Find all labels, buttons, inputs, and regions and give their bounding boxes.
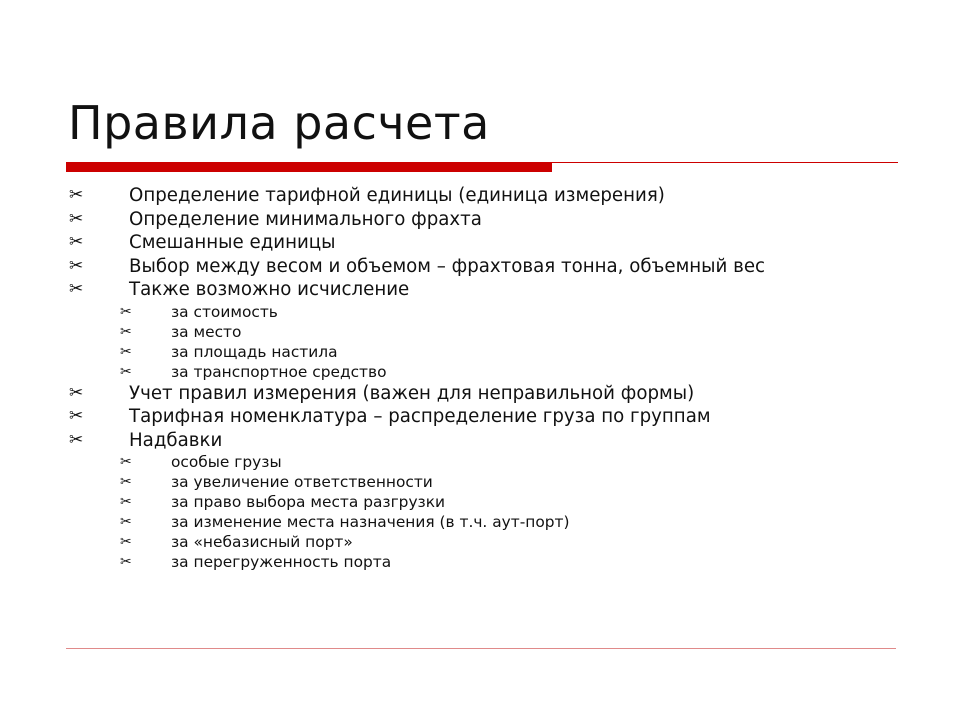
sub-list-item bbox=[66, 322, 906, 342]
list-item bbox=[66, 382, 906, 406]
scissors-icon: ✂ bbox=[69, 279, 84, 299]
scissors-icon: ✂ bbox=[120, 323, 132, 340]
sub-list-item-text: за транспортное средство bbox=[171, 362, 387, 381]
sub-list-item bbox=[66, 362, 906, 382]
sub-list-item bbox=[66, 302, 906, 322]
sub-list-item-text: особые грузы bbox=[171, 453, 282, 471]
list-item-text: Выбор между весом и объемом – фрахтовая тонна, объемный вес bbox=[129, 255, 766, 277]
sub-list-item-text: за увеличение ответственности bbox=[171, 473, 433, 491]
sub-list-item bbox=[66, 512, 906, 532]
scissors-icon: ✂ bbox=[69, 406, 84, 426]
list-item bbox=[66, 184, 906, 208]
list-item bbox=[66, 255, 906, 279]
scissors-icon: ✂ bbox=[69, 429, 84, 450]
footer-divider bbox=[66, 648, 896, 649]
title-underline-thin bbox=[552, 162, 898, 163]
scissors-icon: ✂ bbox=[69, 255, 84, 276]
list-item bbox=[66, 278, 906, 302]
list-item-text: Учет правил измерения (важен для неправильной формы) bbox=[129, 382, 695, 404]
scissors-icon: ✂ bbox=[120, 554, 132, 570]
sub-list-item bbox=[66, 342, 906, 362]
scissors-icon: ✂ bbox=[120, 474, 132, 490]
sub-list-item-text: за «небазисный порт» bbox=[171, 533, 353, 551]
sub-list-item bbox=[66, 532, 906, 552]
title-underline-thick bbox=[66, 162, 552, 172]
list-item-text: Определение минимального фрахта bbox=[129, 208, 482, 230]
scissors-icon: ✂ bbox=[120, 303, 132, 320]
bullet-list bbox=[66, 184, 906, 572]
list-item-text: Определение тарифной единицы (единица измерения) bbox=[129, 185, 665, 206]
list-item-text: Тарифная номенклатура – распределение груза по группам bbox=[129, 406, 711, 427]
scissors-icon: ✂ bbox=[120, 454, 132, 470]
sub-list-item-text: за перегруженность порта bbox=[171, 553, 392, 571]
sub-list-item-text: за право выбора места разгрузки bbox=[171, 493, 446, 511]
sub-list-item bbox=[66, 472, 906, 492]
list-item-text: Надбавки bbox=[129, 429, 223, 451]
list-item-text: Также возможно исчисление bbox=[129, 279, 410, 300]
scissors-icon: ✂ bbox=[120, 494, 132, 510]
scissors-icon: ✂ bbox=[69, 208, 84, 229]
scissors-icon: ✂ bbox=[69, 185, 84, 205]
sub-list-item-text: за стоимость bbox=[171, 302, 278, 321]
sub-list-item bbox=[66, 552, 906, 572]
list-item bbox=[66, 231, 906, 255]
sub-list-item bbox=[66, 452, 906, 472]
scissors-icon: ✂ bbox=[69, 232, 84, 252]
sub-list-item-text: за площадь настила bbox=[171, 342, 338, 361]
list-item bbox=[66, 429, 906, 453]
scissors-icon: ✂ bbox=[120, 514, 132, 530]
scissors-icon: ✂ bbox=[120, 363, 132, 380]
list-item bbox=[66, 405, 906, 429]
slide-title: Правила расчета bbox=[68, 96, 490, 150]
sub-list-item-text: за изменение места назначения (в т.ч. аут-порт) bbox=[171, 513, 570, 531]
scissors-icon: ✂ bbox=[120, 343, 132, 360]
scissors-icon: ✂ bbox=[69, 382, 84, 403]
scissors-icon: ✂ bbox=[120, 534, 132, 550]
sub-list-item-text: за место bbox=[171, 322, 242, 341]
sub-list-item bbox=[66, 492, 906, 512]
list-item bbox=[66, 208, 906, 232]
list-item-text: Смешанные единицы bbox=[129, 232, 336, 253]
